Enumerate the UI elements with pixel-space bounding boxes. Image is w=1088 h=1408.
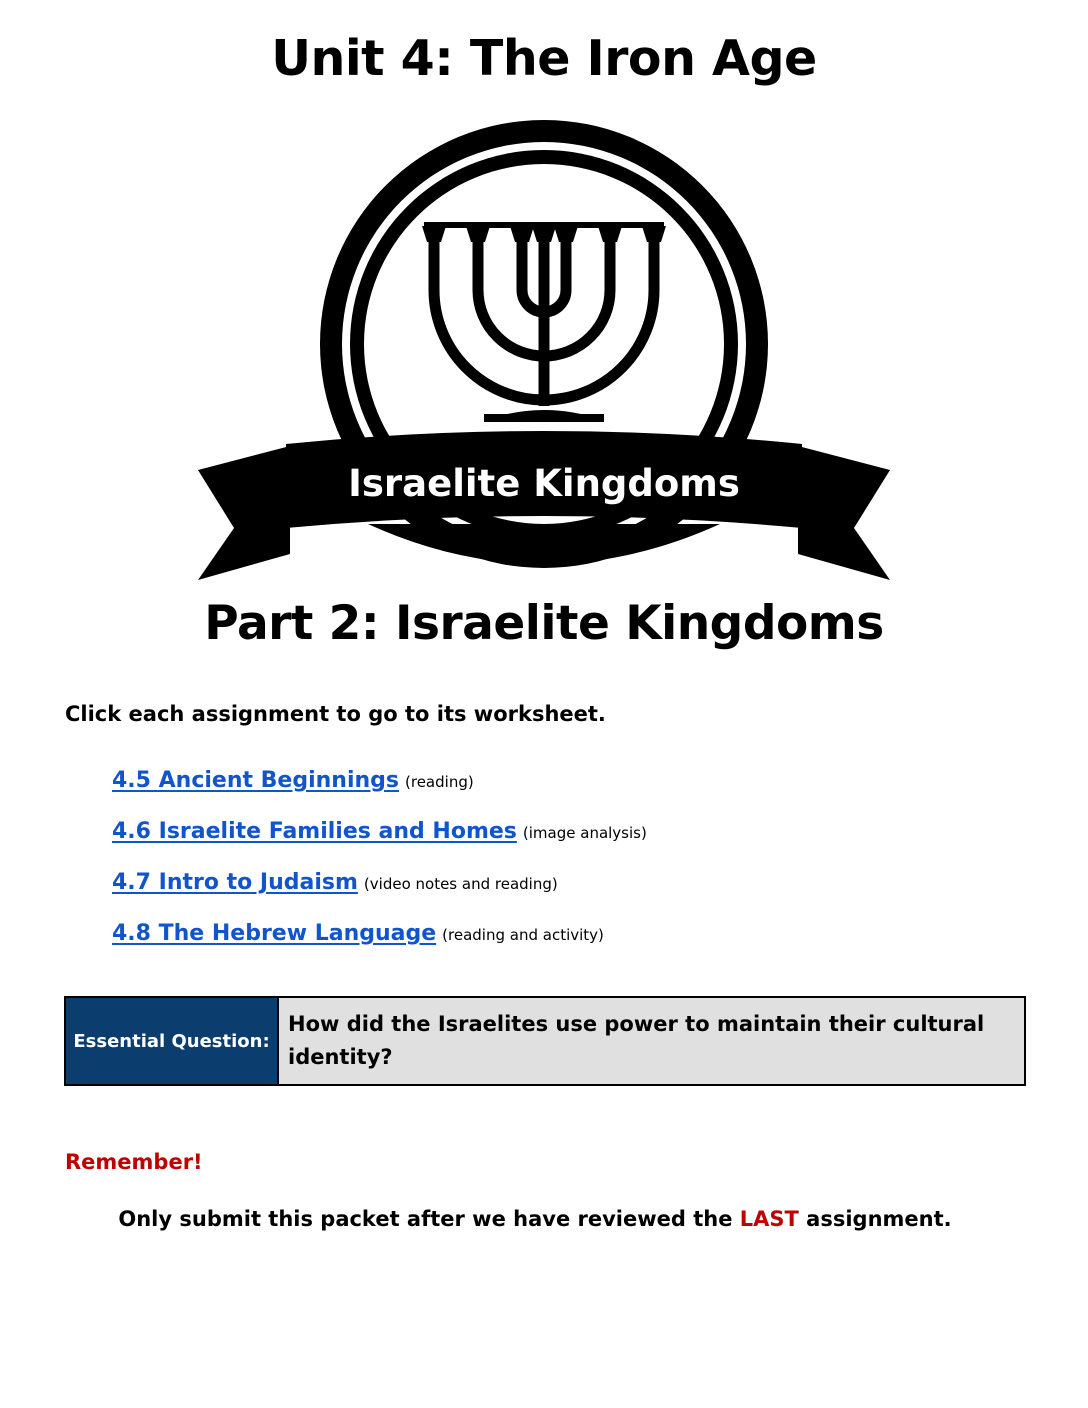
unit-title: Unit 4: The Iron Age: [271, 30, 817, 87]
assignment-note: (reading and activity): [442, 926, 604, 944]
remember-heading: Remember!: [65, 1150, 203, 1174]
part-title: Part 2: Israelite Kingdoms: [204, 596, 884, 651]
assignment-list: [112, 768, 647, 972]
list-item: [112, 921, 647, 972]
banner-text: Israelite Kingdoms: [348, 462, 740, 505]
assignment-link-4-6[interactable]: 4.6 Israelite Families and Homes: [112, 819, 517, 844]
assignment-note: (image analysis): [522, 824, 647, 842]
assignment-link-4-5[interactable]: 4.5 Ancient Beginnings: [112, 768, 400, 793]
instructions-text: Click each assignment to go to its worksheet.: [65, 702, 606, 726]
list-item: [112, 819, 647, 870]
assignment-note: (reading): [405, 773, 474, 791]
submit-text-highlight: LAST: [739, 1207, 799, 1231]
ribbon-right-tail: [798, 446, 890, 580]
list-item: [112, 768, 647, 819]
israelite-kingdoms-emblem: [198, 118, 890, 586]
submit-text-before: Only submit this packet after we have reviewed the: [118, 1207, 740, 1231]
assignment-link-4-7[interactable]: 4.7 Intro to Judaism: [112, 870, 358, 895]
essential-question-label: Essential Question:: [65, 997, 278, 1085]
assignment-note: (video notes and reading): [363, 875, 558, 893]
submit-reminder: [0, 1207, 1070, 1231]
list-item: [112, 870, 647, 921]
essential-question-text: How did the Israelites use power to maintain their cultural identity?: [278, 997, 1025, 1085]
assignment-link-4-8[interactable]: 4.8 The Hebrew Language: [112, 921, 437, 946]
essential-question-table: [64, 996, 1026, 1086]
ribbon-left-tail: [198, 446, 290, 580]
submit-text-after: assignment.: [798, 1207, 952, 1231]
